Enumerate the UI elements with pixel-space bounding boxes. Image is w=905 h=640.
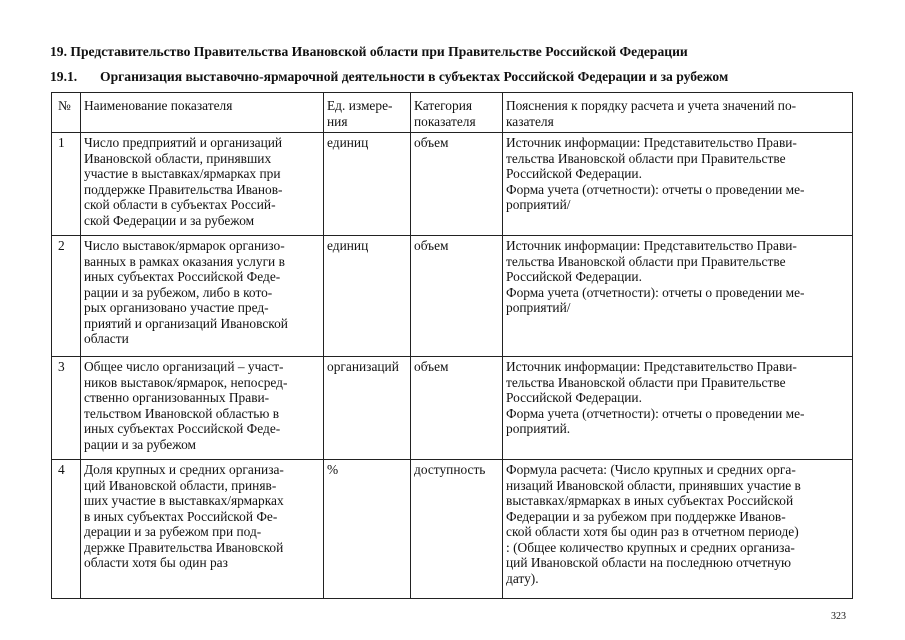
row-number: 3 bbox=[52, 357, 81, 460]
row-number: 1 bbox=[52, 133, 81, 236]
row-name: Число выставок/ярмарок организо- ванных в рамках оказания услуги в иных субъектах Российской Феде- рации и за рубежом, либо в кото- рых организовано участие пред- приятий и организаций Ивановской области bbox=[81, 236, 324, 357]
header-notes: Пояснения к порядку расчета и учета значений по- казателя bbox=[503, 93, 853, 133]
row-unit: % bbox=[324, 460, 411, 599]
row-category: объем bbox=[411, 357, 503, 460]
subsection-number: 19.1. bbox=[50, 69, 78, 84]
row-notes: Формула расчета: (Число крупных и средних орга- низаций Ивановской области, принявших участие в выставках/ярмарках в иных субъектах Российской Федерации и за рубежом при поддержке Иванов- ской области хотя бы один раз в отчетном периоде) : (Общее количество крупных и средних организа- ций Ивановской области на последнюю отчетную дату). bbox=[503, 460, 853, 599]
table-row bbox=[52, 460, 853, 599]
row-category: объем bbox=[411, 236, 503, 357]
row-notes: Источник информации: Представительство Прави- тельства Ивановской области при Правительстве Российской Федерации. Форма учета (отчетности): отчеты о проведении ме- роприятий. bbox=[503, 357, 853, 460]
row-name: Общее число организаций – участ- ников выставок/ярмарок, непосред- ственно организованных Прави- тельством Ивановской областью в иных субъектах Российской Феде- рации и за рубежом bbox=[81, 357, 324, 460]
header-number: № bbox=[52, 93, 81, 133]
subsection-title bbox=[50, 69, 728, 85]
table-row bbox=[52, 236, 853, 357]
row-notes: Источник информации: Представительство Прави- тельства Ивановской области при Правительстве Российской Федерации. Форма учета (отчетности): отчеты о проведении ме- роприятий/ bbox=[503, 133, 853, 236]
row-number: 4 bbox=[52, 460, 81, 599]
row-number: 2 bbox=[52, 236, 81, 357]
row-name: Число предприятий и организаций Ивановской области, принявших участие в выставках/ярмарках при поддержке Правительства Иванов- ской области в субъектах Россий- ской Федерации и за рубежом bbox=[81, 133, 324, 236]
section-title: 19. Представительство Правительства Ивановской области при Правительстве Российской Федерации bbox=[50, 44, 688, 59]
table-row bbox=[52, 133, 853, 236]
row-category: объем bbox=[411, 133, 503, 236]
table-header-row bbox=[52, 93, 853, 133]
header-unit: Ед. измере- ния bbox=[324, 93, 411, 133]
row-unit: единиц bbox=[324, 133, 411, 236]
row-unit: единиц bbox=[324, 236, 411, 357]
row-notes: Источник информации: Представительство Прави- тельства Ивановской области при Правительстве Российской Федерации. Форма учета (отчетности): отчеты о проведении ме- роприятий/ bbox=[503, 236, 853, 357]
header-category: Категория показателя bbox=[411, 93, 503, 133]
page-number: 323 bbox=[831, 611, 846, 622]
header-name: Наименование показателя bbox=[81, 93, 324, 133]
indicators-table bbox=[51, 92, 853, 599]
row-name: Доля крупных и средних организа- ций Ивановской области, приняв- ших участие в выставках/ярмарках в иных субъектах Российской Фе- дерации и за рубежом при под- держке Правительства Ивановской области хотя бы один раз bbox=[81, 460, 324, 599]
subsection-text: Организация выставочно-ярмарочной деятельности в субъектах Российской Федерации и за рубежом bbox=[100, 69, 729, 84]
row-unit: организаций bbox=[324, 357, 411, 460]
table-row bbox=[52, 357, 853, 460]
row-category: доступность bbox=[411, 460, 503, 599]
